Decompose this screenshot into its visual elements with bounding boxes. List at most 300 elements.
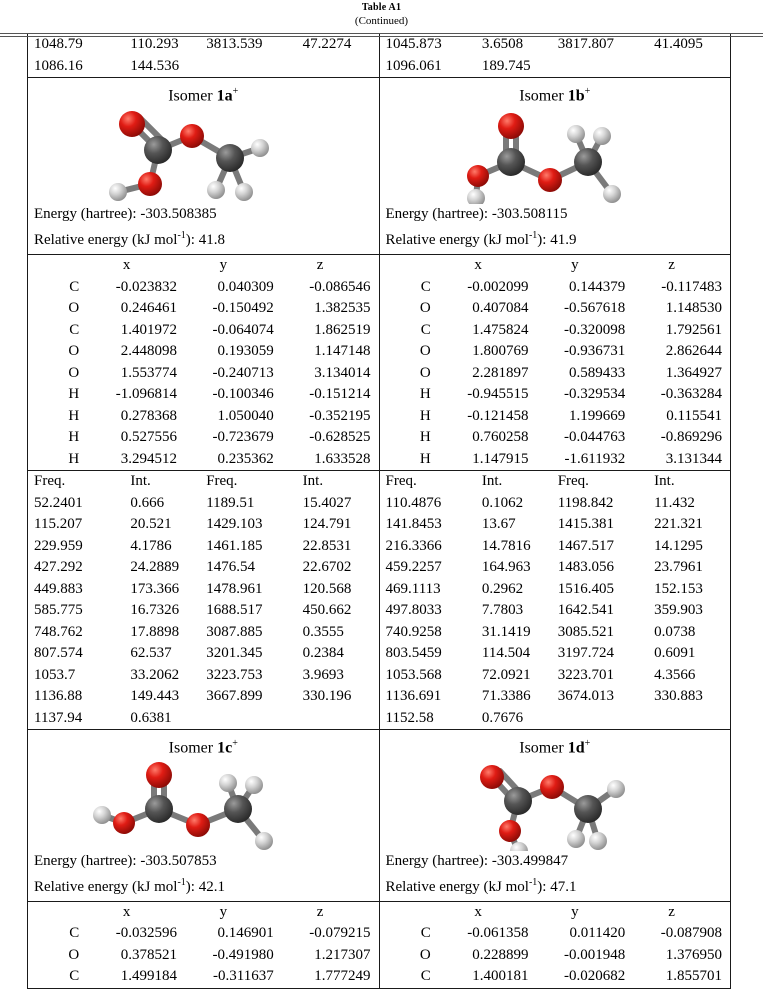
int-value: 149.443 — [130, 688, 180, 705]
y-value: -0.723679 — [212, 429, 274, 446]
x-value: 0.760258 — [472, 429, 529, 446]
int-value — [654, 56, 730, 78]
x-value: 2.448098 — [120, 343, 177, 360]
relative-energy-label-post: ): — [537, 232, 547, 249]
energy-label: Energy (hartree): — [385, 852, 489, 869]
freq-value: 1045.873 — [385, 36, 442, 52]
molecule-structure-1c — [28, 759, 379, 851]
freq-value: 807.574 — [34, 645, 83, 662]
element-symbol: H — [419, 429, 431, 446]
y-value: -0.311637 — [213, 968, 274, 985]
hydrogen-atom — [567, 830, 585, 848]
y-value: 0.589433 — [568, 364, 626, 381]
y-value: 0.235362 — [217, 450, 274, 467]
energy-value: -303.507853 — [140, 852, 217, 869]
freq-value — [206, 708, 302, 730]
hydrogen-atom — [255, 832, 273, 850]
z-value: 1.376950 — [665, 946, 722, 963]
relative-energy-label-pre: Relative energy (kJ mol — [385, 878, 529, 895]
table-row — [28, 298, 379, 320]
relative-energy-value: 42.1 — [198, 878, 225, 895]
table-row — [380, 406, 731, 428]
energy-label: Energy (hartree): — [34, 206, 137, 223]
table-row — [380, 514, 731, 536]
int-value: 4.3566 — [654, 666, 696, 683]
relative-energy-label-sup: -1 — [177, 230, 186, 242]
x-value: 1.499184 — [120, 968, 177, 985]
z-header: z — [668, 903, 675, 920]
int-value: 359.903 — [654, 602, 703, 619]
freq-value: 141.8453 — [385, 516, 442, 533]
int-value: 17.8898 — [130, 623, 180, 640]
isomer-prefix-label: Isomer — [519, 739, 564, 757]
relative-energy-line-1a — [28, 225, 379, 251]
table-row — [28, 600, 379, 622]
oxygen-atom — [138, 172, 162, 196]
freq-value: 1483.056 — [557, 559, 614, 576]
table-caption — [0, 0, 763, 28]
freq-value: 1642.541 — [557, 602, 614, 619]
isomer-prefix-label: Isomer — [168, 739, 214, 757]
z-value: 1.147148 — [314, 343, 371, 360]
int-value: 0.6381 — [130, 709, 172, 726]
relative-energy-line-1c — [28, 872, 379, 898]
x-value: -0.002099 — [467, 278, 529, 295]
isomer-charge: + — [584, 86, 591, 97]
x-value: 0.278368 — [120, 407, 177, 424]
freq-value: 1415.381 — [557, 516, 614, 533]
freq-value: 469.1113 — [385, 580, 441, 597]
relative-energy-line-1d — [380, 872, 731, 898]
z-value: -0.628525 — [309, 429, 371, 446]
freq-value: 229.959 — [34, 537, 83, 554]
table-row-carryover-freq — [28, 34, 731, 78]
y-header: y — [219, 903, 228, 920]
cell-carryover-right — [379, 34, 731, 78]
table-row — [380, 579, 731, 601]
cell-isomer-1a-header — [28, 78, 380, 255]
element-symbol: O — [419, 300, 431, 317]
int-value: 24.2889 — [130, 559, 180, 576]
int-value: 14.7816 — [481, 537, 531, 554]
x-value: -1.096814 — [115, 386, 177, 403]
int-value: 47.2274 — [302, 36, 352, 52]
y-header: y — [571, 903, 579, 920]
freq-value: 1478.961 — [206, 580, 263, 597]
table-row — [380, 923, 731, 945]
element-symbol: O — [68, 946, 80, 963]
relative-energy-label-post: ): — [185, 232, 195, 249]
x-value: 1.475824 — [472, 321, 529, 338]
table-row — [380, 341, 731, 363]
int-value: 124.791 — [302, 516, 352, 533]
hydrogen-atom — [219, 774, 237, 792]
molecule-structure-1b — [380, 106, 731, 204]
energy-hartree-line-1c — [28, 851, 379, 872]
int-value: 11.432 — [654, 494, 695, 511]
element-header — [380, 255, 440, 277]
z-value: -0.086546 — [309, 278, 371, 295]
hydrogen-atom — [235, 183, 253, 201]
relative-energy-value: 47.1 — [550, 878, 577, 895]
table-row — [28, 406, 379, 428]
int-header: Int. — [654, 473, 675, 490]
element-symbol: H — [419, 386, 431, 403]
table-row — [380, 557, 731, 579]
frequency-grid-1b — [380, 471, 731, 729]
molecule-svg-1b — [440, 106, 670, 204]
element-symbol: C — [420, 321, 431, 338]
table-top-rule — [0, 33, 763, 37]
table-row — [28, 320, 379, 342]
table-row — [28, 449, 379, 471]
table-row — [28, 579, 379, 601]
y-value: -0.150492 — [212, 300, 274, 317]
element-symbol: H — [68, 386, 80, 403]
hydrogen-atom — [251, 139, 269, 157]
x-value: -0.061358 — [467, 925, 529, 942]
relative-energy-label-sup: -1 — [528, 230, 538, 242]
hydrogen-atom — [245, 776, 263, 794]
y-value: -0.044763 — [563, 429, 626, 446]
relative-energy-label-post: ): — [185, 878, 195, 895]
z-value: -0.363284 — [660, 386, 722, 403]
y-value: -0.567618 — [563, 300, 626, 317]
freq-header: Freq. — [385, 473, 417, 490]
energy-hartree-line-1a — [28, 204, 379, 225]
relative-energy-label-sup: -1 — [528, 876, 538, 888]
int-value: 0.666 — [130, 494, 165, 511]
int-value: 41.4095 — [654, 36, 703, 52]
table-row — [380, 493, 731, 515]
element-header — [380, 902, 440, 924]
int-value — [654, 708, 730, 730]
table-row — [380, 600, 731, 622]
int-value: 0.0738 — [654, 623, 696, 640]
int-header: Int. — [481, 473, 503, 490]
table-row — [28, 493, 379, 515]
relative-energy-label-post: ): — [537, 878, 547, 895]
table-header-row — [380, 902, 731, 924]
hydrogen-atom — [567, 125, 585, 143]
table-caption-title: Table A1 — [361, 2, 402, 13]
relative-energy-value: 41.9 — [550, 232, 577, 249]
z-value: -0.087908 — [660, 925, 722, 942]
z-value: -0.352195 — [309, 407, 371, 424]
freq-value: 497.8033 — [385, 602, 442, 619]
freq-value: 1096.061 — [385, 57, 442, 74]
molecule-svg-1d — [440, 759, 670, 851]
x-value: 2.281897 — [472, 364, 529, 381]
table-container — [0, 33, 763, 989]
table-row — [28, 56, 379, 78]
freq-value: 1136.88 — [34, 688, 83, 705]
isomer-charge: + — [232, 86, 239, 97]
carbon-atom — [144, 136, 172, 164]
cell-isomer-1c-header — [28, 730, 380, 901]
table-row — [380, 363, 731, 385]
int-value: 120.568 — [302, 580, 352, 597]
element-symbol: O — [68, 364, 80, 381]
carbon-atom — [574, 795, 602, 823]
freq-value: 3201.345 — [206, 645, 263, 662]
carryover-freq-grid-left — [28, 34, 379, 77]
table-row — [380, 966, 731, 988]
x-header: x — [474, 903, 482, 920]
y-value: -0.240713 — [212, 364, 274, 381]
int-value: 33.2062 — [130, 666, 180, 683]
carbon-atom — [497, 148, 525, 176]
y-value: -0.320098 — [563, 321, 626, 338]
freq-value: 3085.521 — [557, 623, 614, 640]
freq-value: 1476.54 — [206, 559, 255, 576]
z-value: -0.869296 — [660, 429, 722, 446]
table-row — [380, 449, 731, 471]
int-value: 114.504 — [481, 645, 531, 662]
relative-energy-label-pre: Relative energy (kJ mol — [34, 232, 178, 249]
element-symbol: C — [420, 925, 431, 942]
cell-coordinates-1d — [379, 901, 731, 988]
freq-value: 748.762 — [34, 623, 83, 640]
element-symbol: C — [69, 968, 80, 985]
z-header: z — [316, 903, 324, 920]
isomer-1c-energies — [28, 851, 379, 901]
table-row — [380, 56, 731, 78]
table-row — [28, 384, 379, 406]
cell-coordinates-1b — [379, 255, 731, 471]
int-value: 330.883 — [654, 688, 703, 705]
oxygen-atom — [467, 165, 489, 187]
table-row — [28, 643, 379, 665]
table-row — [28, 686, 379, 708]
table-caption-subtitle: (Continued) — [354, 15, 409, 27]
coordinates-grid-1b — [380, 255, 731, 470]
table-row — [28, 536, 379, 558]
z-header: z — [316, 257, 324, 274]
x-value: 1.401972 — [120, 321, 177, 338]
molecule-structure-1d — [380, 759, 731, 851]
energy-hartree-line-1d — [380, 851, 731, 872]
element-symbol: C — [69, 321, 80, 338]
freq-value: 459.2257 — [385, 559, 442, 576]
molecule-svg-1c — [88, 759, 318, 851]
freq-value: 115.207 — [34, 516, 83, 533]
int-value — [303, 56, 379, 78]
int-value: 0.3555 — [302, 623, 344, 640]
table-row — [28, 514, 379, 536]
int-value: 16.7326 — [130, 602, 180, 619]
table-row — [380, 427, 731, 449]
int-value: 3.9693 — [302, 666, 344, 683]
isomer-1a-energies — [28, 204, 379, 254]
x-header: x — [122, 257, 131, 274]
relative-energy-label-sup: -1 — [177, 876, 186, 888]
freq-value: 3223.701 — [557, 666, 614, 683]
freq-value: 110.4876 — [385, 494, 442, 511]
isomer-prefix-label: Isomer — [168, 87, 213, 105]
y-value: -0.001948 — [563, 946, 626, 963]
oxygen-atom — [186, 813, 210, 837]
table-row — [28, 34, 379, 56]
element-symbol: O — [419, 364, 431, 381]
int-value: 23.7961 — [654, 559, 703, 576]
x-value: -0.023832 — [115, 278, 177, 295]
int-value: 0.7676 — [481, 709, 524, 726]
frequency-grid-1a — [28, 471, 379, 729]
freq-value: 1137.94 — [34, 709, 83, 726]
z-value: 1.217307 — [314, 946, 371, 963]
y-value: 0.146901 — [217, 925, 274, 942]
y-value: -1.611932 — [564, 450, 626, 467]
freq-value — [206, 56, 302, 78]
x-value: 3.294512 — [120, 450, 177, 467]
hydrogen-atom — [109, 183, 127, 201]
oxygen-atom — [180, 124, 204, 148]
z-value: 1.777249 — [314, 968, 371, 985]
z-value: 0.115541 — [666, 407, 722, 424]
int-value: 0.2384 — [302, 645, 344, 662]
freq-value — [558, 708, 654, 730]
int-value: 164.963 — [481, 559, 531, 576]
oxygen-atom — [538, 168, 562, 192]
table-header-row — [380, 255, 731, 277]
int-value: 0.2962 — [481, 580, 524, 597]
element-symbol: H — [68, 407, 80, 424]
freq-value: 52.2401 — [34, 494, 83, 511]
freq-value: 1429.103 — [206, 516, 263, 533]
element-symbol: O — [68, 300, 80, 317]
table-row — [380, 665, 731, 687]
y-value: -0.329534 — [563, 386, 626, 403]
energy-value: -303.508385 — [140, 206, 217, 223]
table-row — [28, 341, 379, 363]
table-row — [380, 34, 731, 56]
freq-value: 1086.16 — [34, 57, 83, 74]
z-value: 1.633528 — [314, 450, 371, 467]
y-value: -0.020682 — [563, 968, 626, 985]
freq-value: 427.292 — [34, 559, 83, 576]
y-value: 1.050040 — [217, 407, 274, 424]
energy-value: -303.508115 — [491, 206, 568, 223]
freq-value: 3667.899 — [206, 688, 263, 705]
y-header: y — [571, 257, 579, 274]
x-value: 1.553774 — [120, 364, 177, 381]
element-symbol: C — [69, 278, 80, 295]
cell-frequencies-1b — [379, 471, 731, 730]
relative-energy-value: 41.8 — [198, 232, 225, 249]
freq-value: 3197.724 — [557, 645, 614, 662]
element-symbol: C — [420, 278, 431, 295]
table-row-coordinates-cd — [28, 901, 731, 988]
int-value: 71.3386 — [481, 688, 531, 705]
hydrogen-atom — [593, 127, 611, 145]
hydrogen-atom — [603, 185, 621, 203]
y-value: 0.193059 — [217, 343, 274, 360]
freq-value: 1136.691 — [385, 688, 442, 705]
y-value: 0.144379 — [568, 278, 626, 295]
element-header — [28, 255, 88, 277]
hydrogen-atom — [589, 832, 607, 850]
freq-value: 3817.807 — [557, 36, 614, 52]
carbon-atom — [504, 787, 532, 815]
freq-value — [558, 56, 654, 78]
int-value: 144.536 — [130, 57, 180, 74]
element-symbol: O — [68, 343, 80, 360]
freq-value: 740.9258 — [385, 623, 442, 640]
int-value: 22.6702 — [302, 559, 352, 576]
element-symbol: O — [419, 946, 431, 963]
oxygen-atom — [146, 762, 172, 788]
relative-energy-label-pre: Relative energy (kJ mol — [385, 232, 529, 249]
z-value: -0.117483 — [661, 278, 722, 295]
z-value: -0.079215 — [309, 925, 371, 942]
x-value: 0.246461 — [120, 300, 177, 317]
freq-value: 3674.013 — [557, 688, 614, 705]
y-value: 0.011420 — [569, 925, 626, 942]
hydrogen-atom — [93, 806, 111, 824]
z-value: 1.855701 — [665, 968, 722, 985]
table-row — [28, 277, 379, 299]
freq-value: 216.3366 — [385, 537, 442, 554]
int-value: 173.366 — [130, 580, 180, 597]
z-value: 1.862519 — [314, 321, 371, 338]
freq-value: 1053.7 — [34, 666, 76, 683]
freq-value: 1053.568 — [385, 666, 442, 683]
oxygen-atom — [480, 765, 504, 789]
table-row-frequencies-ab — [28, 471, 731, 730]
oxygen-atom — [113, 812, 135, 834]
element-symbol: C — [69, 925, 80, 942]
table-row — [380, 686, 731, 708]
freq-value: 449.883 — [34, 580, 83, 597]
isomer-1a-title — [28, 78, 379, 106]
table-row — [380, 536, 731, 558]
table-row — [28, 708, 379, 730]
table-header-row — [380, 471, 731, 493]
z-value: 1.382535 — [314, 300, 371, 317]
int-value: 0.6091 — [654, 645, 696, 662]
int-value: 15.4027 — [302, 494, 352, 511]
energy-value: -303.499847 — [491, 852, 569, 869]
x-value: 1.147915 — [472, 450, 529, 467]
freq-value: 1467.517 — [557, 537, 614, 554]
x-value: 0.527556 — [120, 429, 177, 446]
molecule-structure-1a — [28, 106, 379, 204]
relative-energy-line-1b — [380, 225, 731, 251]
table-row — [28, 966, 379, 988]
table-row — [28, 665, 379, 687]
freq-value: 1516.405 — [557, 580, 614, 597]
isomer-1b-title — [380, 78, 731, 106]
table-row — [380, 298, 731, 320]
table-header-row — [28, 471, 379, 493]
element-symbol: H — [68, 450, 80, 467]
molecule-svg-1a — [88, 106, 318, 204]
table-row-coordinates-ab — [28, 255, 731, 471]
energy-label: Energy (hartree): — [385, 206, 489, 223]
table-row — [28, 427, 379, 449]
isomer-name: 1c — [217, 739, 233, 757]
int-value: 72.0921 — [481, 666, 531, 683]
z-value: 1.148530 — [665, 300, 722, 317]
cell-coordinates-1a — [28, 255, 380, 471]
freq-value: 1189.51 — [206, 494, 255, 511]
int-value: 450.662 — [302, 602, 352, 619]
isomer-1d-title — [380, 730, 731, 758]
freq-value: 1461.185 — [206, 537, 263, 554]
table-row — [28, 923, 379, 945]
table-row — [380, 277, 731, 299]
